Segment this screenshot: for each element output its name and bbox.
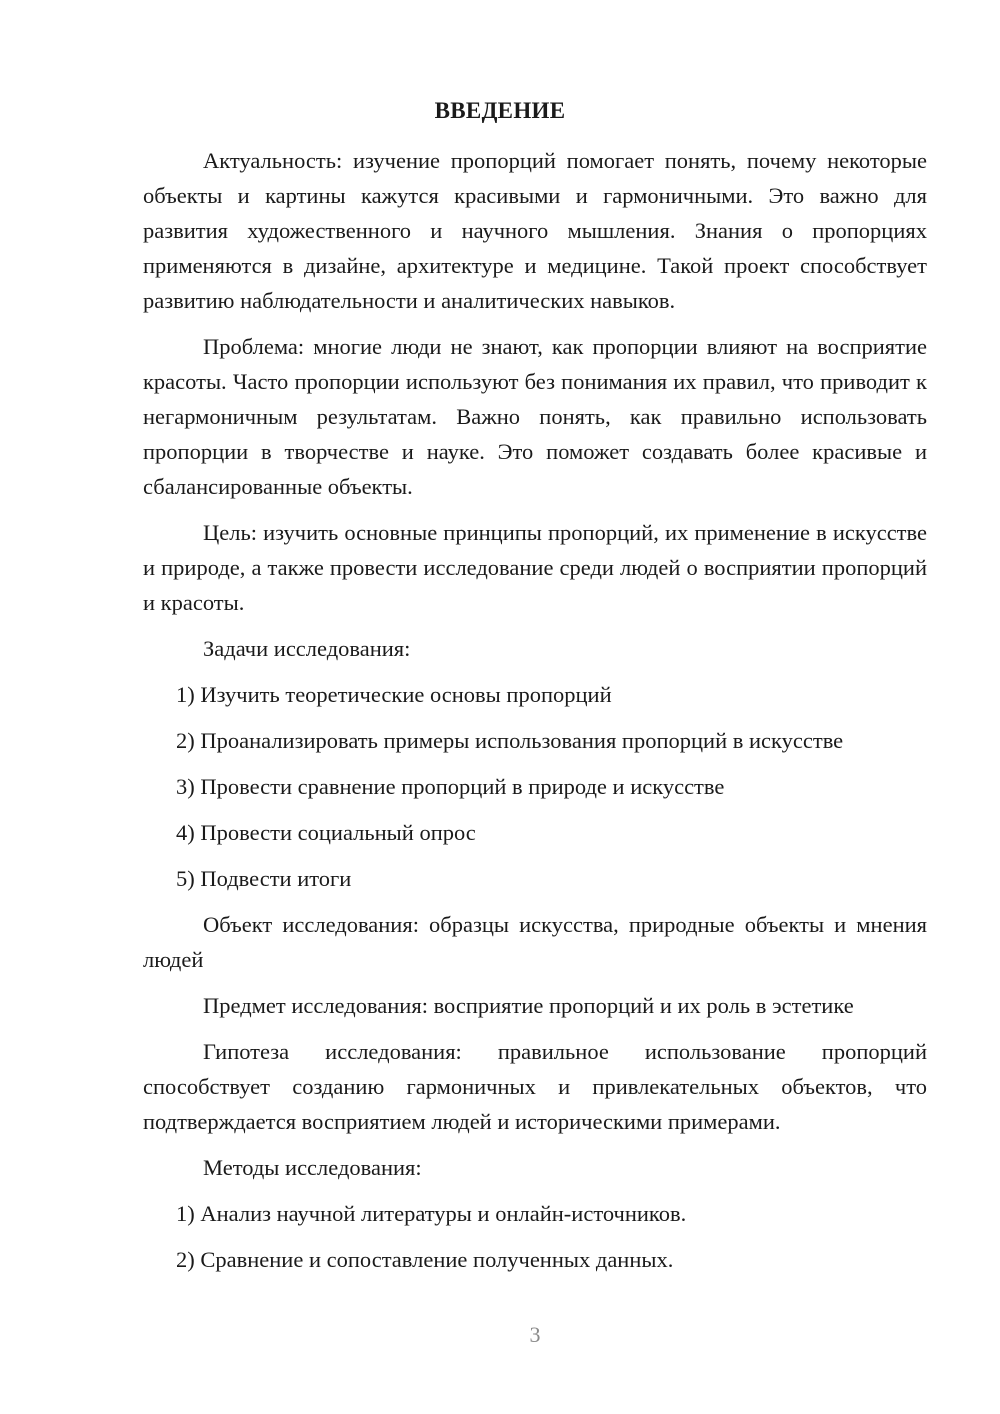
object-paragraph: Объект исследования: образцы искусства, природные объекты и мнения людей — [143, 912, 927, 972]
document-body — [143, 143, 927, 1288]
task-item: 3) Провести сравнение пропорций в природе и искусстве — [176, 774, 725, 799]
problem-paragraph: Проблема: многие люди не знают, как пропорции влияют на восприятие красоты. Часто пропорции используют без понимания их правил, что приводит к негармоничным результатам. Важно понять, как правильно использовать пропорции в творчестве и науке. Это поможет создавать более красивые и сбалансированные объекты. — [143, 334, 927, 499]
tasks-heading: Задачи исследования: — [203, 636, 411, 661]
method-item: 1) Анализ научной литературы и онлайн-источников. — [176, 1201, 687, 1226]
page-number: 3 — [529, 1322, 541, 1347]
method-item: 2) Сравнение и сопоставление полученных данных. — [176, 1247, 674, 1272]
task-item: 4) Провести социальный опрос — [176, 820, 476, 845]
subject-paragraph: Предмет исследования: восприятие пропорций и их роль в эстетике — [203, 993, 854, 1018]
page-title: ВВЕДЕНИЕ — [434, 98, 566, 123]
task-item: 1) Изучить теоретические основы пропорций — [176, 682, 612, 707]
task-item: 5) Подвести итоги — [176, 866, 352, 891]
hypothesis-paragraph: Гипотеза исследования: правильное использование пропорций способствует созданию гармоничных и привлекательных объектов, что подтверждается восприятием людей и историческими примерами. — [143, 1039, 927, 1134]
task-item: 2) Проанализировать примеры использования пропорций в искусстве — [176, 728, 844, 753]
goal-paragraph: Цель: изучить основные принципы пропорций, их применение в искусстве и природе, а также провести исследование среди людей о восприятии пропорций и красоты. — [143, 520, 927, 615]
methods-heading: Методы исследования: — [203, 1155, 422, 1180]
relevance-paragraph: Актуальность: изучение пропорций помогает понять, почему некоторые объекты и картины кажутся красивыми и гармоничными. Это важно для развития художественного и научного мышления. Знания о пропорциях применяются в дизайне, архитектуре и медицине. Такой проект способствует развитию наблюдательности и аналитических навыков. — [143, 148, 927, 313]
